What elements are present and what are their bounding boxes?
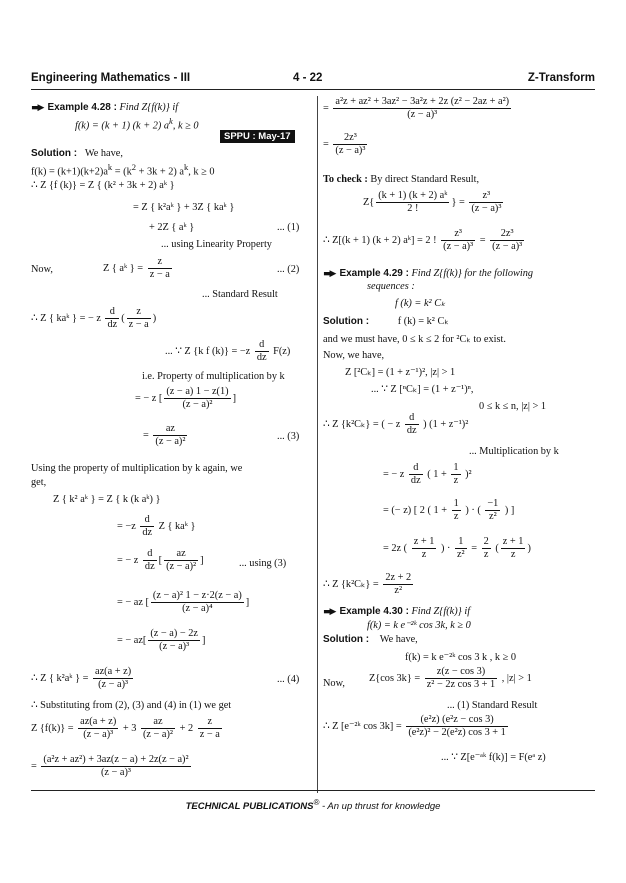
eq-line-12: = $\frac{az}{\text{(z − a)²}}$ [143, 423, 186, 448]
eq-r3: Z{ $\frac{\text{(k + 1) (k + 2) aᵏ}}{2 !}$ } = $\frac{\text{z³}}{\text{(z − a)³}}$ [363, 190, 502, 215]
running-header [31, 72, 595, 88]
eq-r4: ∴ Z[(k + 1) (k + 2) aᵏ] = 2 ! $\frac{\text{z³}}{\text{(z − a)³}}$ = $\frac{\text{2z³}}{\text{(z − a)³}}$ [323, 228, 523, 253]
eq-line-3: = Z { k²aᵏ } + 3Z { kaᵏ } [133, 202, 235, 213]
example-4-29-heading: ▬▶ Example 4.29 : Find Z{f(k)} for the following [323, 268, 533, 279]
fraction: $\frac{d}{dz}$ [256, 339, 267, 364]
eq-r13: = (− z) [ 2 ( 1 + $\frac{1}{z}$ ) · ( $\frac{-1}{\text{z²}}$ ) ] [383, 498, 515, 523]
fraction: $\frac{az(a + z)}{\text{(z − a)³}}$ [95, 666, 132, 691]
fraction: $\frac{\text{a²z + az² + 3az² − 3a²z + 2z (z² − 2az + a²)}}{\text{(z − a)³}}$ [335, 96, 510, 121]
fraction: $\frac{2z + 2}{\text{z²}}$ [385, 572, 412, 597]
note-standard-result: ... Standard Result [202, 289, 278, 300]
eq-r15: ∴ Z {k²Cₖ} = $\frac{2z + 2}{\text{z²}}$ [323, 572, 412, 597]
note-multiplication: i.e. Property of multiplication by k [142, 371, 285, 382]
column-divider [317, 96, 318, 793]
page-number: 4 - 22 [293, 72, 323, 84]
example-arrow-icon: ▬▶ [323, 607, 335, 617]
fraction: $\frac{1}{z}$ [453, 462, 459, 487]
fraction: $\frac{\text{z³}}{\text{(z − a)³}}$ [471, 190, 502, 215]
fraction: $\frac{(z - a) 1 - z(1)}{\text{(z − a)²}}$ [166, 386, 229, 411]
eq-line-20: Z {f(k)} = $\frac{az(a + z)}{\text{(z − a)³}}$ + 3 $\frac{az}{\text{(z − a)²}}$ + 2 $\frac{z}{z - a}$ [31, 716, 220, 741]
fraction: $\frac{-1}{\text{z²}}$ [487, 498, 499, 523]
fraction: $\frac{z}{z - a}$ [149, 256, 170, 281]
eq-line-9: ... ∵ Z {k f (k)} = −z $\frac{d}{dz}$ F(z) [165, 339, 291, 364]
eq-line-1: $f(k) = (k+1)(k+2)a^k = (k^2 + 3k + 2)$ $a^k$, k ≥ 0 [31, 162, 215, 178]
substitution-line: ∴ Substituting from (2), (3) and (4) in (1) we get [31, 700, 232, 711]
eq-line-8: ∴ Z { kaᵏ } = − z $\frac{d}{dz}$ ( $\frac{z}{z - a}$ ) [31, 306, 157, 331]
example-arrow-icon: ▬▶ [31, 103, 43, 113]
fraction: $\frac{\text{2z³}}{\text{(z − a)³}}$ [335, 132, 366, 157]
footer-rule [31, 790, 595, 791]
eq-line-15: = − z $\frac{d}{dz}$ [ $\frac{az}{\text{(z − a)²}}$ ] [117, 548, 204, 573]
example-arrow-icon: ▬▶ [323, 269, 335, 279]
eq-number-3: ... (3) [277, 431, 300, 442]
fraction: $\frac{\text{z³}}{\text{(z − a)³}}$ [443, 228, 474, 253]
fraction: $\frac{1}{\text{z²}}$ [456, 536, 465, 561]
fraction: $\frac{\text{(a²z + az²) + 3az(z − a) + 2z(z − a)²}}{\text{(z − a)³}}$ [43, 754, 189, 779]
exam-badge: SPPU : May-17 [220, 130, 295, 143]
example-4-28-statement: f(k) = (k + 1) (k + 2) $a^k$, k ≥ 0 [75, 116, 199, 132]
solution-3-line: Solution : We have, [323, 634, 418, 645]
fraction: $\frac{z(z - \cos 3)}{\text{z² − 2z cos 3 + 1}}$ [426, 666, 496, 691]
now-label-2: Now, [323, 678, 345, 689]
fraction: $\frac{d}{dz}$ [406, 412, 417, 437]
eq-r16: f(k) = k e⁻²ᵏ cos 3 k , k ≥ 0 [405, 652, 517, 663]
example-4-30-heading: ▬▶ Example 4.30 : Find Z{f(k)} if [323, 606, 471, 617]
eq-line-11: = − z [ $\frac{(z - a) 1 - z(1)}{\text{(z − a)²}}$ ] [135, 386, 237, 411]
example-4-30-statement: f(k) = k e⁻²ᵏ cos 3k, k ≥ 0 [367, 620, 471, 631]
fraction: $\frac{d}{dz}$ [107, 306, 118, 331]
eq-r17: Z{cos 3k} = $\frac{z(z - \cos 3)}{\text{z² − 2z cos 3 + 1}}$ , |z| > 1 [369, 666, 532, 691]
solution-line: Solution : We have, [31, 148, 123, 159]
eq-r1: = $\frac{\text{a²z + az² + 3az² − 3a²z + 2z (z² − 2az + a²)}}{\text{(z − a)³}}$ [323, 96, 510, 121]
header-rule [31, 89, 595, 90]
eq-r14: = 2z ( $\frac{z + 1}{z}$ ) · $\frac{1}{\text{z²}}$ = $\frac{2}{z}$ ( $\frac{z + 1}{z}$ ) [383, 536, 531, 561]
fraction: $\frac{2}{z}$ [483, 536, 489, 561]
eq-line-18: ∴ Z { k²aᵏ } = $\frac{az(a + z)}{\text{(z − a)³}}$ [31, 666, 132, 691]
chapter-title: Z-Transform [527, 72, 595, 84]
fraction: $\frac{az}{\text{(z − a)²}}$ [142, 716, 173, 741]
fraction: $\frac{d}{dz}$ [144, 548, 155, 573]
fraction: $\frac{(z - a) - 2z}{\text{(z − a)³}}$ [150, 628, 198, 653]
note-using-3: ... using (3) [239, 558, 287, 569]
check-line: To check : By direct Standard Result, [323, 174, 480, 185]
eq-r19: ∴ Z [e⁻²ᵏ cos 3k] = $\frac{\text{(e²z) (e²z − cos 3)}}{\text{(e²z)² − 2(e²z) cos 3 + 1}}$ [323, 714, 506, 739]
eq-line-2: ∴ Z {f (k)} = Z { (k² + 3k + 2) aᵏ } [31, 180, 175, 191]
example-4-29-statement: f (k) = k² Cₖ [395, 298, 446, 309]
solution-2-line: Solution : f (k) = k² Cₖ [323, 316, 449, 327]
fraction: $\frac{\text{(z − a)² 1 − z·2(z − a)}}{\text{(z − a)⁴}}$ [152, 590, 242, 615]
fraction: $\frac{az}{\text{(z − a)²}}$ [166, 548, 197, 573]
eq-r7: Z [²Cₖ] = (1 + z⁻¹)², |z| > 1 [345, 367, 456, 378]
book-title: Engineering Mathematics - III [31, 72, 191, 84]
eq-line-6: Z { aᵏ } = $\frac{z}{z - a}$ [103, 256, 170, 281]
fraction: $\frac{az(a + z)}{\text{(z − a)³}}$ [80, 716, 117, 741]
fraction: $\frac{az}{\text{(z − a)²}}$ [155, 423, 186, 448]
fraction: $\frac{\text{(e²z) (e²z − cos 3)}}{\text{(e²z)² − 2(e²z) cos 3 + 1}}$ [408, 714, 506, 739]
fraction: $\frac{z}{z - a}$ [199, 716, 220, 741]
paragraph-line-2: get, [31, 477, 47, 488]
fraction: $\frac{z + 1}{z}$ [502, 536, 524, 561]
fraction: $\frac{d}{dz}$ [410, 462, 421, 487]
eq-r10: ∴ Z {k²Cₖ} = ( − z $\frac{d}{dz}$ ) (1 + z⁻¹)² [323, 412, 469, 437]
eq-number-4: ... (4) [277, 674, 300, 685]
fraction: $\frac{d}{dz}$ [142, 514, 153, 539]
eq-r20: ... ∵ Z[e⁻ᵃᵏ f(k)] = F(eᵃ z) [441, 752, 546, 763]
fraction: $\frac{\text{(k + 1) (k + 2) aᵏ}}{2 !}$ [378, 190, 448, 215]
eq-r12: = − z $\frac{d}{dz}$ ( 1 + $\frac{1}{z}$ )² [383, 462, 472, 487]
fraction: $\frac{1}{z}$ [453, 498, 459, 523]
eq-r6: Now, we have, [323, 350, 385, 361]
example-4-29-sub: sequences : [367, 281, 415, 292]
eq-number-1: ... (1) [277, 222, 300, 233]
eq-r9: 0 ≤ k ≤ n, |z| > 1 [479, 401, 546, 412]
fraction: $\frac{z + 1}{z}$ [413, 536, 435, 561]
eq-line-14: = −z $\frac{d}{dz}$ Z { kaᵏ } [117, 514, 196, 539]
fraction: $\frac{z}{z - a}$ [128, 306, 149, 331]
fraction: $\frac{\text{2z³}}{\text{(z − a)³}}$ [492, 228, 523, 253]
eq-line-4: + 2Z { aᵏ } [149, 222, 195, 233]
note-standard-result-2: ... (1) Standard Result [447, 700, 538, 711]
footer: TECHNICAL PUBLICATIONS® - An up thrust for knowledge [185, 798, 441, 813]
example-4-28-heading: ▬▶ Example 4.28 : Find Z{f(k)} if [31, 102, 179, 113]
eq-r2: = $\frac{\text{2z³}}{\text{(z − a)³}}$ [323, 132, 366, 157]
eq-line-17: = − az[ $\frac{(z - a) - 2z}{\text{(z − a)³}}$ ] [117, 628, 206, 653]
note-linearity: ... using Linearity Property [161, 239, 272, 250]
eq-r5: and we must have, 0 ≤ k ≤ 2 for ²Cₖ to exist. [323, 334, 506, 345]
now-label: Now, [31, 264, 53, 275]
note-multiplication-k: ... Multiplication by k [469, 446, 559, 457]
eq-number-2: ... (2) [277, 264, 300, 275]
eq-line-16: = − az [ $\frac{\text{(z − a)² 1 − z·2(z − a)}}{\text{(z − a)⁴}}$ ] [117, 590, 250, 615]
paragraph-line-1: Using the property of multiplication by k again, we [31, 463, 243, 474]
eq-r8: ... ∵ Z [ⁿCₖ] = (1 + z⁻¹)ⁿ, [371, 384, 474, 395]
eq-line-13: Z { k² aᵏ } = Z { k (k aᵏ) } [53, 494, 161, 505]
eq-line-21: = $\frac{\text{(a²z + az²) + 3az(z − a) + 2z(z − a)²}}{\text{(z − a)³}}$ [31, 754, 189, 779]
